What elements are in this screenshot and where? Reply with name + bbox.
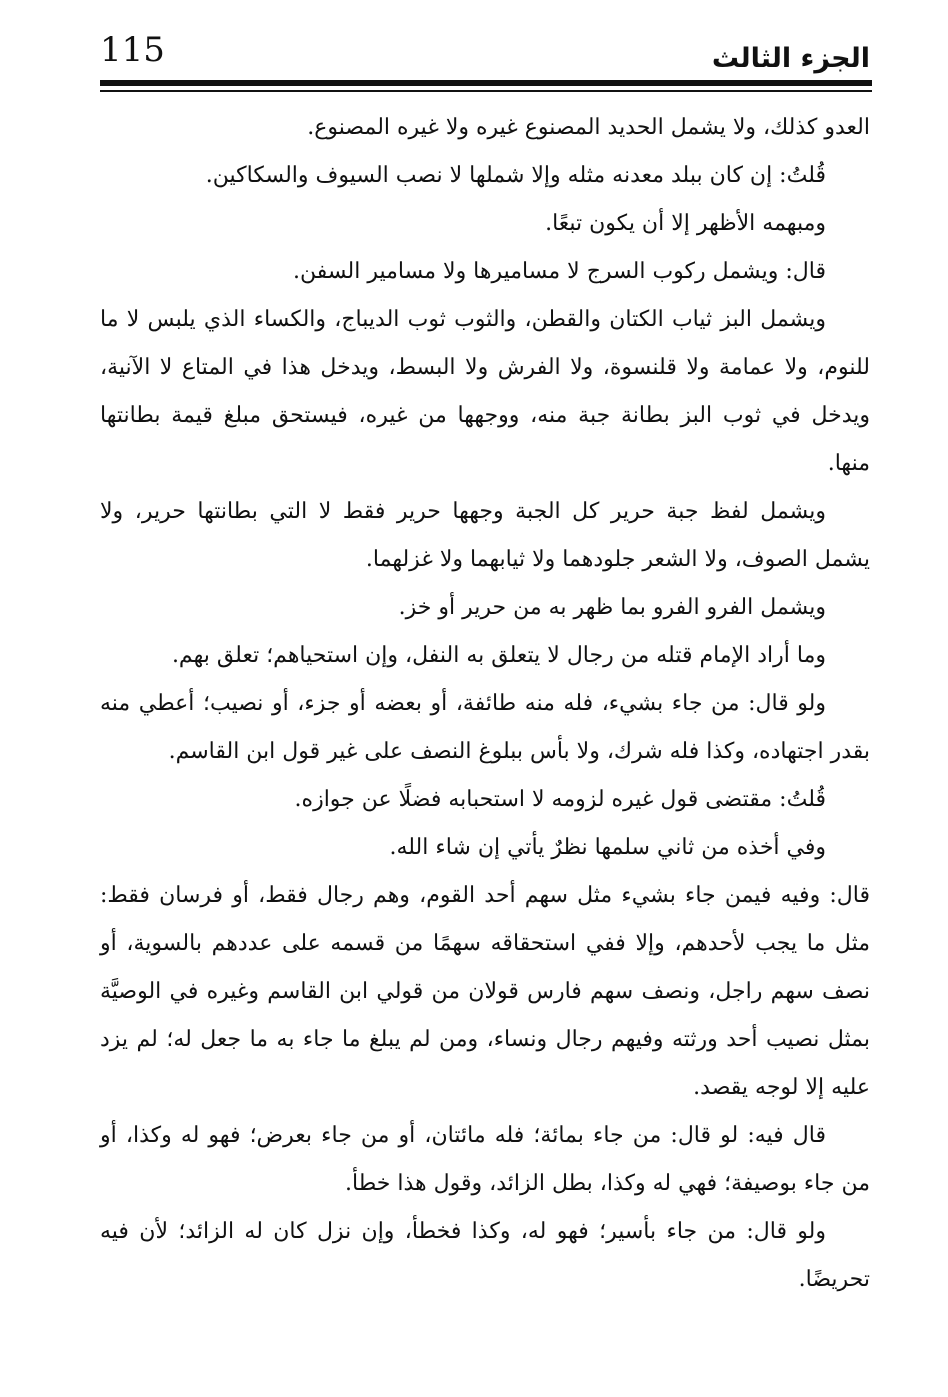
paragraph: قُلتُ: إن كان ببلد معدنه مثله وإلا شملها لا نصب السيوف والسكاكين. — [205, 163, 826, 188]
paragraph: قال: وفيه فيمن جاء بشيء مثل سهم أحد القوم، وهم رجال فقط، أو فرسان فقط: مثل ما يجب لأحدهم، وإلا ففي استحقاقه سهمًا من قسمه على عددهم بالسوية، أو نصف سهم راجل، ونصف سهم فارس قولان من قولي ابن القاسم وغيره في الوصيَّة بمثل نصيب أحد ورثته وفيهم رجال ونساء، ومن لم يبلغ ما جاء به ما جعل له؛ لم يزد عليه إلا لوجه يقصد. — [100, 883, 870, 1100]
paragraph: ولو قال: من جاء بأسير؛ فهو له، وكذا فخطأ، وإن نزل كان له الزائد؛ لأن فيه تحريضًا. — [100, 1219, 870, 1292]
paragraph: وما أراد الإمام قتله من رجال لا يتعلق به النفل، وإن استحياهم؛ تعلق بهم. — [171, 643, 826, 668]
paragraph: ومبهمه الأظهر إلا أن يكون تبعًا. — [545, 211, 826, 236]
page-header — [100, 22, 870, 80]
page-number: 115 — [100, 30, 165, 70]
paragraph: ولو قال: من جاء بشيء، فله منه طائفة، أو بعضه أو جزء، أو نصيب؛ أعطي منه بقدر اجتهاده، وكذا فله شرك، ولا بأس ببلوغ النصف على غير قول ابن القاسم. — [100, 691, 870, 764]
paragraph: قال فيه: لو قال: من جاء بمائة؛ فله مائتان، أو من جاء بعرض؛ فهو له وكذا، أو من جاء بوصيفة؛ فهي له وكذا، بطل الزائد، وقول هذا خطأ. — [100, 1123, 870, 1196]
paragraph: ويشمل الفرو الفرو بما ظهر به من حرير أو خز. — [398, 595, 826, 620]
header-rule-thick — [100, 80, 872, 86]
header-rule-thin — [100, 90, 872, 92]
paragraph: العدو كذلك، ولا يشمل الحديد المصنوع غيره ولا غيره المصنوع. — [307, 115, 870, 140]
running-title: الجزء الثالث — [711, 43, 870, 74]
body-text — [100, 104, 870, 1304]
paragraph: ويشمل البز ثياب الكتان والقطن، والثوب ثوب الديباج، والكساء الذي يلبس لا ما للنوم، ولا عمامة ولا قلنسوة، ولا الفرش ولا البسط، ويدخل هذا في المتاع لا الآنية، ويدخل في ثوب البز بطانة جبة منه، ووجهها من غيره، فيستحق مبلغ قيمة بطانتها منها. — [100, 307, 870, 476]
paragraph: قال: ويشمل ركوب السرج لا مساميرها ولا مسامير السفن. — [293, 259, 826, 284]
paragraph: وفي أخذه من ثاني سلمها نظرٌ يأتي إن شاء الله. — [389, 835, 826, 860]
paragraph: قُلتُ: مقتضى قول غيره لزومه لا استحبابه فضلًا عن جوازه. — [294, 787, 826, 812]
paragraph: ويشمل لفظ جبة حرير كل الجبة وجهها حرير فقط لا التي بطانتها حرير، ولا يشمل الصوف، ولا الشعر جلودهما ولا ثيابهما ولا غزلهما. — [100, 499, 870, 572]
